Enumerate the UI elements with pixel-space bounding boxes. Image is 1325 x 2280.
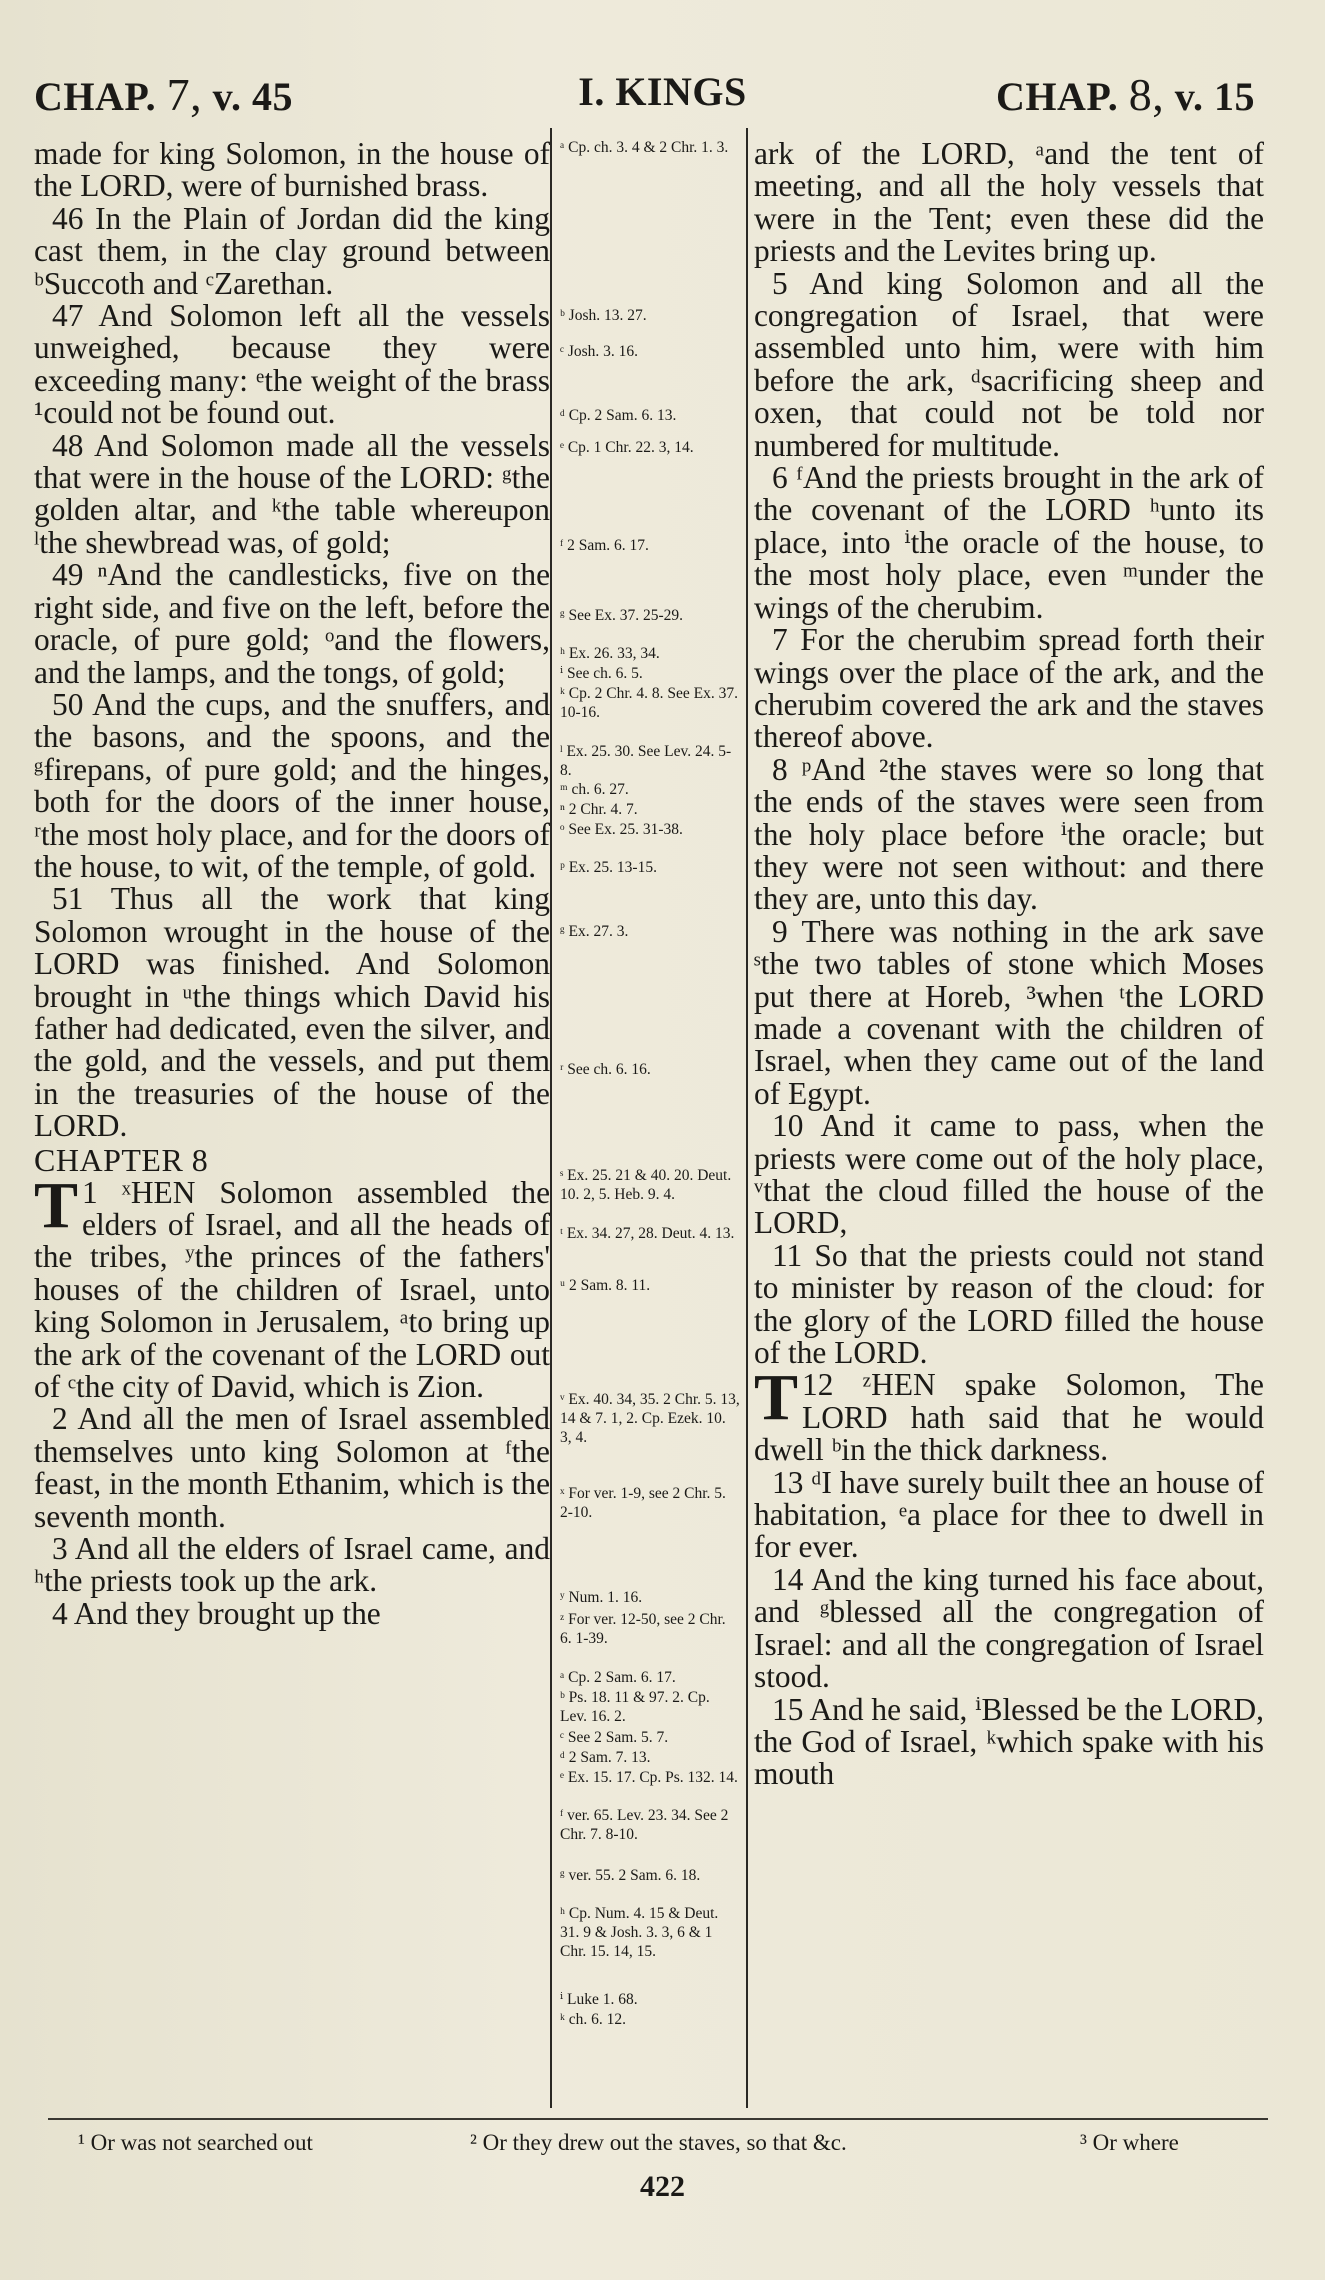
- verse: 13 ᵈI have surely built thee an house of habitation, ᵉa place for thee to dwell in for ever.: [754, 1464, 1264, 1565]
- chap-prefix-left: CHAP.: [34, 74, 157, 119]
- verse: 50 And the cups, and the snuffers, and the basons, and the spoons, and the ᵍfirepans, of pure gold; and the hinges, both for the doors of the inner house, ʳthe most holy place, and for the doors of the house, to wit, of the temple, of gold.: [34, 686, 550, 884]
- verse-marker: 1 ˣ: [82, 1174, 131, 1210]
- verse: 5 And king Solomon and all the congregation of Israel, that were assembled unto him, were with him before the ark, ᵈsacrificing sheep and oxen, that could not be told nor numbered for multitude.: [754, 265, 1264, 463]
- verse: 8 ᵖAnd ²the staves were so long that the ends of the staves were seen from the holy place before ⁱthe oracle; but they were not seen without: and there they are, unto this day.: [754, 751, 1264, 917]
- cross-reference: ˣ For ver. 1-9, see 2 Chr. 5. 2-10.: [560, 1485, 726, 1521]
- drop-cap-12: T: [754, 1361, 799, 1435]
- verse: 51 Thus all the work that king Solomon wrought in the house of the LORD was finished. And Solomon brought in ᵘthe things which David his father had dedicated, even the silver, and the gold, and the vessels, and put them in the treasuries of the house of the LORD.: [34, 881, 550, 1144]
- column-rule-left: [550, 128, 552, 2108]
- verse: 10 And it came to pass, when the priests were come out of the holy place, ᵛthat the cloud filled the house of the LORD,: [754, 1108, 1264, 1241]
- left-verses-after: [34, 1403, 550, 1630]
- cross-reference: ᶜ Josh. 3. 16.: [560, 343, 639, 360]
- cross-reference: ᵏ Cp. 2 Chr. 4. 8. See Ex. 37. 10-16.: [560, 685, 738, 721]
- running-head-left: [34, 68, 293, 121]
- cross-reference: ᵍ ver. 55. 2 Sam. 6. 18.: [560, 1867, 701, 1884]
- cross-reference: ᵖ Ex. 25. 13-15.: [560, 859, 657, 876]
- cross-reference: ᵍ See Ex. 37. 25-29.: [560, 607, 684, 624]
- text-column-left: [34, 138, 550, 1630]
- cross-reference: ᵛ Ex. 40. 34, 35. 2 Chr. 5. 13, 14 & 7. 1, 2. Cp. Ezek. 10. 3, 4.: [560, 1391, 740, 1446]
- left-verses: [34, 138, 550, 1143]
- chap-number-left: 7,: [166, 69, 203, 120]
- verse: 46 In the Plain of Jordan did the king cast them, in the clay ground between ᵇSuccoth and ᶜZarethan.: [34, 200, 550, 301]
- cross-reference: ᵇ Ps. 18. 11 & 97. 2. Cp. Lev. 16. 2.: [560, 1689, 710, 1725]
- verse-ref-right: v. 15: [1174, 74, 1255, 119]
- footnote-rule: [48, 2118, 1268, 2120]
- verse: 2 And all the men of Israel assembled themselves unto king Solomon at ᶠthe feast, in the month Ethanim, which is the seventh month.: [34, 1401, 550, 1534]
- cross-reference: ⁿ 2 Chr. 4. 7.: [560, 801, 638, 818]
- book-title: I. KINGS: [578, 69, 747, 114]
- right-verses-after: [754, 1464, 1264, 1792]
- verse: 15 And he said, ⁱBlessed be the LORD, the God of Israel, ᵏwhich spake with his mouth: [754, 1691, 1264, 1792]
- cross-reference: ʰ Cp. Num. 4. 15 & Deut. 31. 9 & Josh. 3. 3, 6 & 1 Chr. 15. 14, 15.: [560, 1905, 719, 1960]
- section-opening: [754, 1361, 1264, 1468]
- right-verses: [754, 138, 1264, 1369]
- cross-reference: ʰ Ex. 26. 33, 34.: [560, 645, 660, 662]
- cross-reference: ᵃ Cp. 2 Sam. 6. 17.: [560, 1669, 676, 1686]
- cross-reference: ˢ Ex. 25. 21 & 40. 20. Deut. 10. 2, 5. Heb. 9. 4.: [560, 1167, 732, 1203]
- cross-reference: ᵇ Josh. 13. 27.: [560, 307, 647, 324]
- verse: 47 And Solomon left all the vessels unweighed, because they were exceeding many: ᵉthe weight of the brass ¹could not be found out.: [34, 298, 550, 431]
- verse: 7 For the cherubim spread forth their wings over the place of the ark, and the cherubim covered the ark and the staves thereof above.: [754, 622, 1264, 755]
- verse: 48 And Solomon made all the vessels that were in the house of the LORD: ᵍthe golden altar, and ᵏthe table whereupon ˡthe shewbread was, of gold;: [34, 427, 550, 560]
- cross-reference: ᶠ 2 Sam. 6. 17.: [560, 537, 649, 554]
- cross-reference: ᵃ Cp. ch. 3. 4 & 2 Chr. 1. 3.: [560, 139, 729, 156]
- cross-reference: ᶠ ver. 65. Lev. 23. 34. See 2 Chr. 7. 8-10.: [560, 1807, 729, 1843]
- footnote-3: ³ Or where: [1080, 2130, 1179, 2155]
- verse: 4 And they brought up the: [52, 1595, 381, 1631]
- verse: made for king Solomon, in the house of the LORD, were of burnished brass.: [34, 136, 550, 204]
- cross-reference: ᵉ Ex. 15. 17. Cp. Ps. 132. 14.: [560, 1769, 738, 1786]
- cross-reference: ᵏ ch. 6. 12.: [560, 2011, 627, 2028]
- drop-cap: T: [34, 1168, 79, 1242]
- footnote-2: ² Or they drew out the staves, so that &c.: [470, 2130, 847, 2155]
- opening-text: HEN Solomon assembled the elders of Israel, and all the heads of the tribes, ʸthe princes of the fathers' houses of the children of Israel, unto king Solomon in Jerusalem, ᵃto bring up the ark of the covenant of the LORD out of ᶜthe city of David, which is Zion.: [34, 1174, 550, 1405]
- verse-ref-left: v. 45: [212, 74, 293, 119]
- chapter-heading: CHAPTER 8: [34, 1141, 209, 1178]
- verse: ark of the LORD, ᵃand the tent of meeting, and all the holy vessels that were in the Tent; even these did the priests and the Levites bring up.: [754, 136, 1264, 269]
- footnote-1: ¹ Or was not searched out: [78, 2130, 313, 2155]
- cross-reference: ᵘ 2 Sam. 8. 11.: [560, 1277, 651, 1294]
- cross-reference: ᵈ 2 Sam. 7. 13.: [560, 1749, 651, 1766]
- cross-reference: ᶻ For ver. 12-50, see 2 Chr. 6. 1-39.: [560, 1611, 726, 1647]
- cross-reference: ᵗ Ex. 34. 27, 28. Deut. 4. 13.: [560, 1225, 735, 1242]
- cross-reference: ˡ Ex. 25. 30. See Lev. 24. 5-8.: [560, 743, 732, 779]
- chapter-opening: [34, 1168, 550, 1405]
- cross-reference: ᵈ Cp. 2 Sam. 6. 13.: [560, 407, 677, 424]
- cross-reference: ᵒ See Ex. 25. 31-38.: [560, 821, 683, 838]
- cross-reference: ⁱ Luke 1. 68.: [560, 1991, 638, 2008]
- text-column-right: [754, 138, 1264, 1791]
- verse: 9 There was nothing in the ark save ˢthe two tables of stone which Moses put there at Horeb, ³when ᵗthe LORD made a covenant with the children of Israel, when they came out of the land of Egypt.: [754, 913, 1264, 1111]
- section-text: HEN spake Solomon, The LORD hath said that he would dwell ᵇin the thick darkness.: [754, 1367, 1264, 1468]
- cross-reference: ʸ Num. 1. 16.: [560, 1589, 643, 1606]
- cross-reference: ᵐ ch. 6. 27.: [560, 781, 629, 798]
- cross-reference: ʳ See ch. 6. 16.: [560, 1061, 651, 1078]
- verse: 14 And the king turned his face about, and ᵍblessed all the congregation of Israel: and all the congregation of Israel stood.: [754, 1561, 1264, 1695]
- page-number: 422: [640, 2170, 685, 2203]
- verse: 11 So that the priests could not stand to minister by reason of the cloud: for the glory of the LORD filled the house of the LORD.: [754, 1237, 1264, 1371]
- verse: 49 ⁿAnd the candlesticks, five on the right side, and five on the left, before the oracle, of pure gold; ᵒand the flowers, and the lamps, and the tongs, of gold;: [34, 557, 550, 690]
- running-head-right: [996, 68, 1255, 121]
- chap-prefix-right: CHAP.: [996, 74, 1119, 119]
- verse: 3 And all the elders of Israel came, and ʰthe priests took up the ark.: [34, 1531, 550, 1599]
- column-rule-right: [746, 128, 748, 2108]
- cross-reference: ᶜ See 2 Sam. 5. 7.: [560, 1729, 669, 1746]
- verse-marker-12: 12 ᶻ: [802, 1367, 872, 1403]
- cross-reference: ᵉ Cp. 1 Chr. 22. 3, 14.: [560, 439, 694, 456]
- cross-reference: ᵍ Ex. 27. 3.: [560, 923, 629, 940]
- chap-number-right: 8,: [1128, 69, 1165, 120]
- verse: 6 ᶠAnd the priests brought in the ark of the covenant of the LORD ʰunto its place, into ⁱthe oracle of the house, to the most holy place, even ᵐunder the wings of the cherubim.: [754, 460, 1264, 625]
- cross-reference: ⁱ See ch. 6. 5.: [560, 665, 643, 682]
